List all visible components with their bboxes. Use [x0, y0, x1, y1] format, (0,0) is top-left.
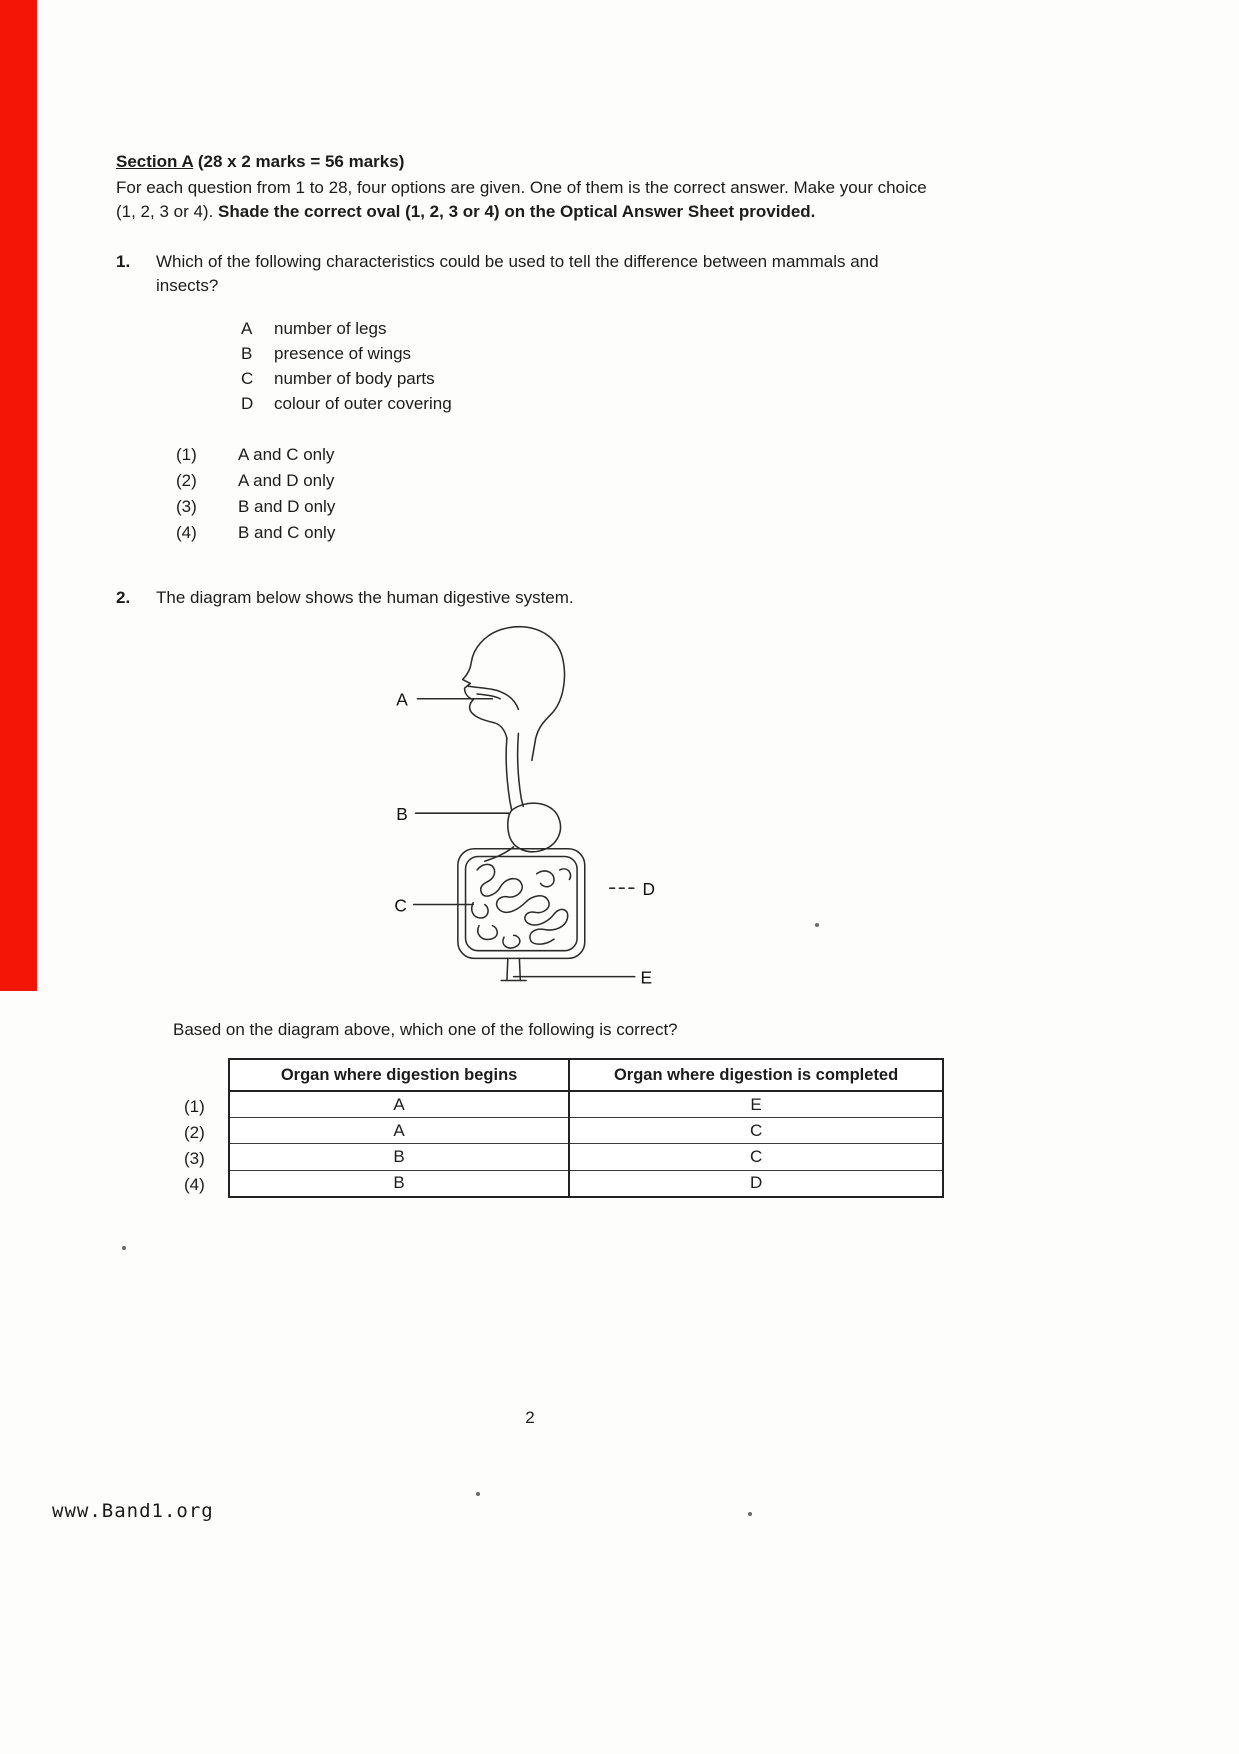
diagram-label-e: E [640, 967, 653, 988]
table-row-number: (4) [184, 1175, 205, 1194]
option-letter: C [241, 369, 254, 388]
scan-noise-dot [476, 1492, 480, 1496]
page-number: 2 [525, 1408, 535, 1427]
choice-row [176, 494, 944, 520]
digestive-system-figure [379, 618, 679, 1000]
choice-row [176, 442, 944, 468]
option-row [241, 341, 944, 366]
table-row [229, 1170, 943, 1197]
table-row-number: (1) [184, 1097, 205, 1116]
instructions-normal: For each question from 1 to 28, four options are given. One of them is the correct answer. Make your choice (1, 2, 3 or 4). [116, 178, 927, 221]
choice-number: (3) [176, 497, 197, 516]
choice-number: (1) [176, 445, 197, 464]
diagram-small-intestine [472, 903, 488, 918]
diagram-small-intestine [503, 935, 520, 948]
section-heading [116, 150, 944, 174]
diagram-label-c: C [394, 895, 407, 916]
choice-text: A and C only [238, 445, 335, 464]
table-cell-completed: E [569, 1091, 943, 1118]
option-letter: D [241, 394, 254, 413]
option-row [241, 366, 944, 391]
table-cell-completed: C [569, 1118, 943, 1144]
question-2-text: The diagram below shows the human digestive system. [156, 588, 574, 607]
table-row-number: (3) [184, 1149, 205, 1168]
instructions-bold: Shade the correct oval (1, 2, 3 or 4) on the Optical Answer Sheet provided. [218, 202, 816, 221]
table-cell-begins: A [229, 1118, 569, 1144]
option-text: colour of outer covering [274, 394, 452, 413]
answer-table-block [184, 1058, 944, 1198]
table-header-begins: Organ where digestion begins [229, 1059, 569, 1091]
diagram-esophagus-left [506, 738, 512, 810]
choice-number: (4) [176, 523, 197, 542]
choice-row [176, 520, 944, 546]
exam-page-content [116, 150, 944, 1198]
scan-red-edge-strip [0, 0, 37, 991]
option-text: presence of wings [274, 344, 412, 363]
option-row [241, 316, 944, 341]
watermark-url: www.Band1.org [52, 1500, 214, 1522]
option-text: number of legs [274, 319, 387, 338]
diagram-head-back [501, 627, 564, 761]
answer-table-row-numbers [184, 1058, 228, 1198]
table-row [229, 1144, 943, 1170]
table-header-completed: Organ where digestion is completed [569, 1059, 943, 1091]
question-1 [116, 250, 944, 298]
question-1-text: Which of the following characteristics could be used to tell the difference between mammals and insects? [156, 252, 879, 295]
question-1-options [241, 316, 944, 416]
question-2-number: 2. [116, 588, 131, 607]
option-row [241, 391, 944, 416]
table-cell-completed: C [569, 1144, 943, 1170]
table-row-number: (2) [184, 1123, 205, 1142]
table-cell-begins: B [229, 1170, 569, 1197]
diagram-large-intestine-inner [466, 856, 578, 950]
question-2 [116, 586, 944, 610]
section-heading-title: Section A [116, 152, 194, 171]
scan-noise-dot [122, 1246, 126, 1250]
choice-number: (2) [176, 471, 197, 490]
diagram-label-b: B [396, 803, 408, 824]
diagram-label-d: D [642, 878, 655, 899]
diagram-label-a: A [396, 689, 408, 710]
table-row [229, 1091, 943, 1118]
table-header-row [229, 1059, 943, 1091]
option-text: number of body parts [274, 369, 435, 388]
diagram-esophagus-right [518, 733, 524, 806]
diagram-small-intestine [537, 871, 554, 887]
option-letter: A [241, 319, 253, 338]
table-cell-begins: B [229, 1144, 569, 1170]
diagram-stomach [508, 803, 561, 852]
choice-row [176, 468, 944, 494]
diagram-small-intestine [560, 869, 571, 880]
scan-noise-dot [815, 923, 819, 927]
choice-text: A and D only [238, 471, 335, 490]
scan-noise-dot [748, 1512, 752, 1516]
table-cell-begins: A [229, 1091, 569, 1118]
option-letter: B [241, 344, 253, 363]
section-instructions [116, 176, 944, 224]
diagram-rectum [507, 958, 508, 980]
choice-text: B and D only [238, 497, 336, 516]
question-2-followup: Based on the diagram above, which one of the following is correct? [173, 1020, 678, 1039]
choice-text: B and C only [238, 523, 336, 542]
question-1-answer-choices [176, 442, 944, 546]
table-row [229, 1118, 943, 1144]
diagram-head-face [463, 630, 507, 739]
diagram-large-intestine-outer [458, 849, 585, 959]
section-heading-marks: (28 x 2 marks = 56 marks) [193, 152, 405, 171]
diagram-small-intestine [478, 926, 497, 940]
digestive-system-diagram [379, 618, 679, 993]
answer-table [228, 1058, 944, 1198]
diagram-mouth [468, 686, 518, 709]
table-cell-completed: D [569, 1170, 943, 1197]
question-1-number: 1. [116, 252, 131, 271]
